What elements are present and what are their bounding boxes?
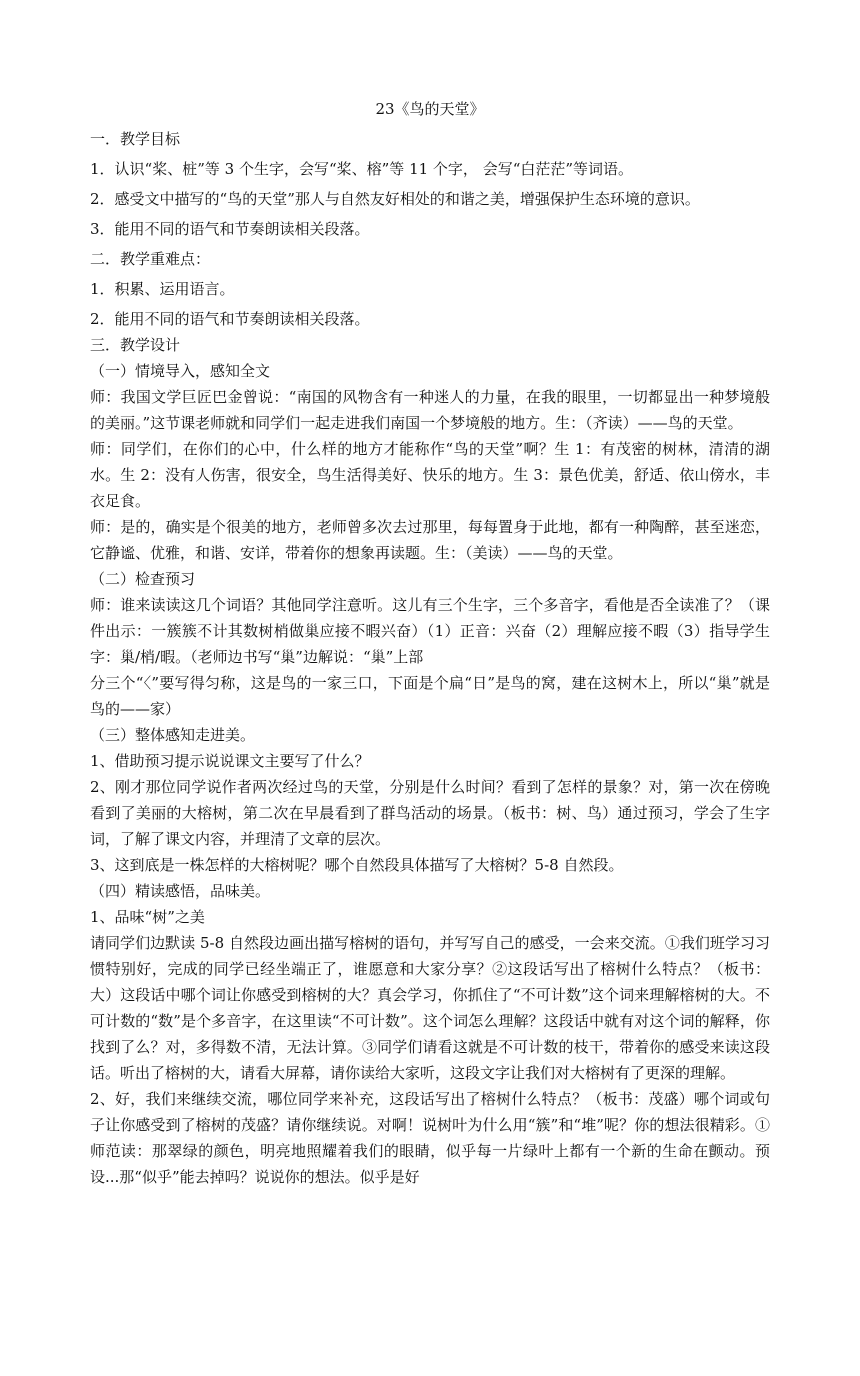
goal-item-2: 2．感受文中描写的“鸟的天堂”那人与自然友好相处的和谐之美，增强保护生态环境的意识。 (90, 190, 700, 208)
paragraph-overall-1: 1、借助预习提示说说课文主要写了什么？ (90, 752, 370, 770)
paragraph-tree-1: 请同学们边默读 5-8 自然段边画出描写榕树的语句，并写写自己的感受，一会来交流。①我们班学习习惯特别好，完成的同学已经坐端正了，谁愿意和大家分享？②这段话写出了榕树什么特点？（板书：大）这段话中哪个词让你感受到榕树的大？真会学习，你抓住了“不可计数”这个词来理解榕树的大。不可计数的“数”是个多音字，在这里读“不可计数”。这个词怎么理解？这段话中就有对这个词的解释，你找到了么？对，多得数不清，无法计算。③同学们请看这就是不可计数的枝干，带着你的感受来读这段话。听出了榕树的大，请看大屏幕，请你读给大家听，这段文字让我们对大榕树有了更深的理解。 (90, 934, 770, 1082)
subheading-preview: （二）检查预习 (90, 570, 196, 588)
section-heading-keypoints: 二．教学重难点： (90, 250, 211, 268)
subheading-intro: （一）情境导入，感知全文 (90, 362, 271, 380)
subheading-tree-beauty: 1、品味“树”之美 (90, 908, 205, 926)
section-design (90, 332, 770, 1190)
subheading-close-reading: （四）精读感悟，品味美。 (90, 882, 271, 900)
paragraph-tree-2: 2、好，我们来继续交流，哪位同学来补充，这段话写出了榕树什么特点？（板书：茂盛）哪个词或句子让你感受到了榕树的茂盛？请你继续说。对啊！说树叶为什么用“簇”和“堆”呢？你的想法很精彩。①师范读：那翠绿的颜色，明亮地照耀着我们的眼睛，似乎每一片绿叶上都有一个新的生命在颤动。预设...那“似乎”能去掉吗？说说你的想法。似乎是好 (90, 1090, 770, 1186)
section-heading-design: 三．教学设计 (90, 336, 181, 354)
paragraph-intro-2: 师：同学们，在你们的心中，什么样的地方才能称作“鸟的天堂”啊？生 1：有茂密的树林，清清的湖水。生 2：没有人伤害，很安全，鸟生活得美好、快乐的地方。生 3：景色优美，舒适、依山傍水，丰衣足食。 (90, 440, 770, 510)
section-heading-goals: 一．教学目标 (90, 130, 181, 148)
section-goals (90, 126, 770, 242)
paragraph-preview-2: 分三个“〈”要写得匀称，这是鸟的一家三口，下面是个扁“日”是鸟的窝，建在这树木上，所以“巢”就是鸟的——家） (90, 674, 770, 718)
subheading-overall: （三）整体感知走进美。 (90, 726, 256, 744)
paragraph-overall-2: 2、刚才那位同学说作者两次经过鸟的天堂，分别是什么时间？看到了怎样的景象？对，第一次在傍晚看到了美丽的大榕树，第二次在早晨看到了群鸟活动的场景。（板书：树、鸟）通过预习，学会了生字词，了解了课文内容，并理清了文章的层次。 (90, 778, 770, 848)
paragraph-intro-1: 师：我国文学巨匠巴金曾说：“南国的风物含有一种迷人的力量，在我的眼里，一切都显出一种梦境般的美丽。”这节课老师就和同学们一起走进我们南国一个梦境般的地方。生：（齐读）——鸟的天堂。 (90, 388, 770, 432)
keypoint-item-1: 1．积累、运用语言。 (90, 280, 235, 298)
goal-item-1: 1．认识“桨、桩”等 3 个生字，会写“桨、榕”等 11 个字， 会写“白茫茫”等词语。 (90, 160, 634, 178)
paragraph-intro-3: 师：是的，确实是个很美的地方，老师曾多次去过那里，每每置身于此地，都有一种陶醉，甚至迷恋，它静谧、优雅，和谐、安详，带着你的想象再读题。生：（美读）——鸟的天堂。 (90, 518, 770, 562)
goal-item-3: 3．能用不同的语气和节奏朗读相关段落。 (90, 220, 370, 238)
paragraph-preview-1: 师：谁来读读这几个词语？其他同学注意听。这儿有三个生字，三个多音字，看他是否全读准了？（课件出示：一簇簇不计其数树梢做巢应接不暇兴奋）（1）正音：兴奋（2）理解应接不暇（3）指导学生字：巢/梢/暇。（老师边书写“巢”边解说：“巢”上部 (90, 596, 770, 666)
keypoint-item-2: 2．能用不同的语气和节奏朗读相关段落。 (90, 310, 370, 328)
paragraph-overall-3: 3、这到底是一株怎样的大榕树呢？哪个自然段具体描写了大榕树？5-8 自然段。 (90, 856, 624, 874)
document-title: 23《鸟的天堂》 (375, 100, 485, 118)
section-keypoints (90, 246, 770, 332)
